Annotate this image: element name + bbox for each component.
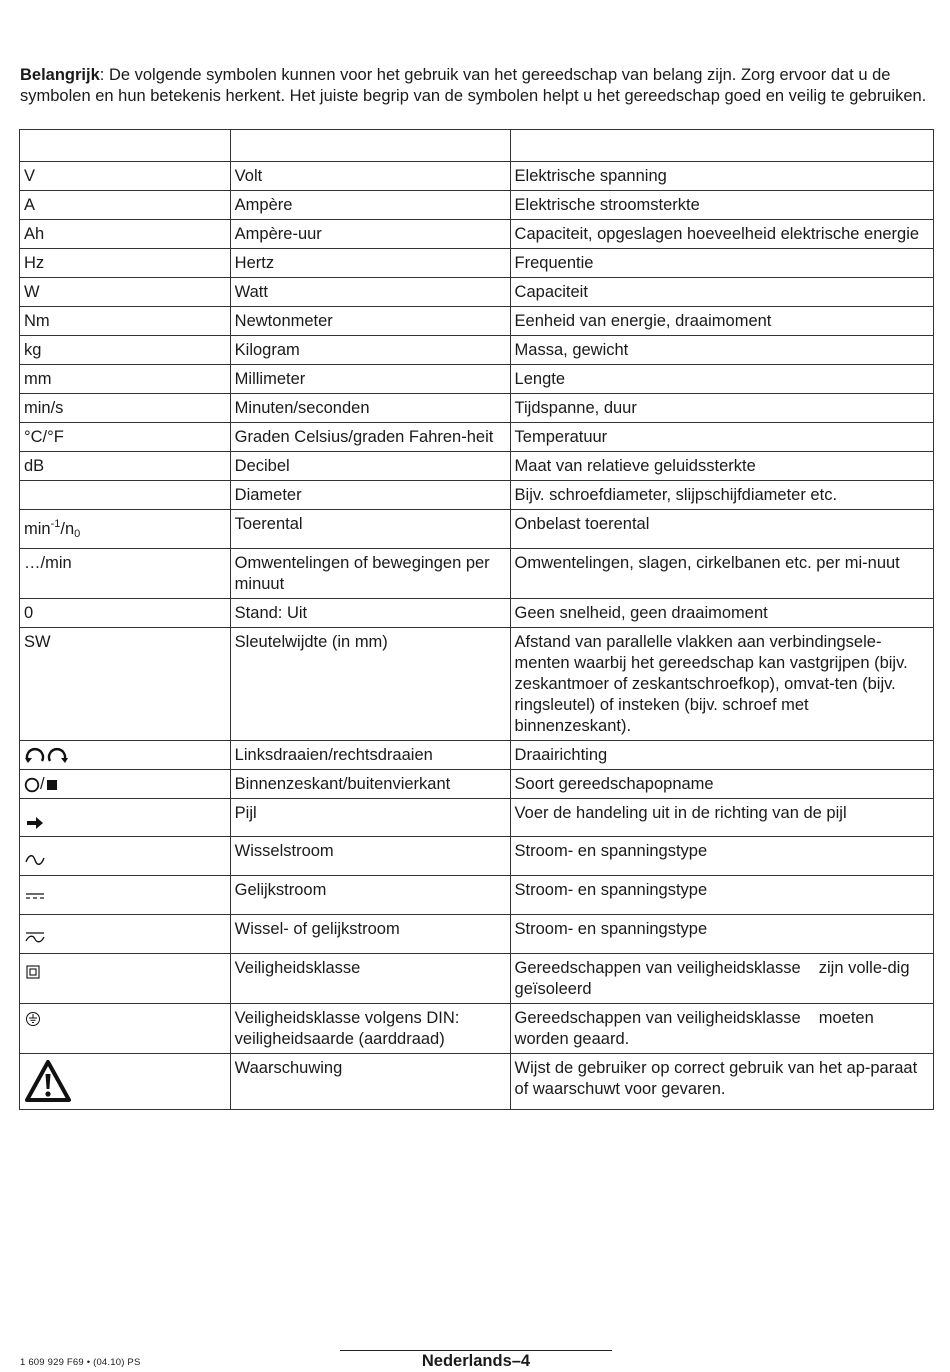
hex-icon (24, 777, 40, 793)
warning-triangle-icon (24, 1058, 72, 1104)
symbol-mid: /n (60, 520, 75, 538)
meaning-cell (510, 954, 933, 1004)
meaning-cell: Draairichting (510, 741, 933, 770)
name-cell: Ampère (230, 191, 510, 220)
table-row (20, 628, 934, 741)
symbol-subscript: 0 (74, 528, 81, 540)
meaning-cell: Elektrische stroomsterkte (510, 191, 933, 220)
table-row (20, 741, 934, 770)
table-row (20, 423, 934, 452)
symbol-cell (20, 481, 231, 510)
symbol-cell: °C/°F (20, 423, 231, 452)
meaning-part-b: moeten worden geaard. (514, 1009, 874, 1048)
symbol-cell (20, 915, 231, 954)
name-cell: Diameter (230, 481, 510, 510)
name-cell: Toerental (230, 510, 510, 549)
ac-icon (24, 841, 46, 871)
meaning-part-b: zijn volle-dig geïsoleerd (514, 959, 910, 998)
name-cell: Hertz (230, 249, 510, 278)
table-row (20, 481, 934, 510)
name-cell: Veiligheidsklasse volgens DIN: veiligheidsaarde (aarddraad) (230, 1004, 510, 1054)
table-row (20, 307, 934, 336)
symbol-cell (20, 1004, 231, 1054)
meaning-cell: Massa, gewicht (510, 336, 933, 365)
symbol-cell (20, 770, 231, 799)
meaning-cell: Lengte (510, 365, 933, 394)
meaning-cell: Voer de handeling uit in de richting van de pijl (510, 799, 933, 837)
name-cell: Graden Celsius/graden Fahren-heit (230, 423, 510, 452)
table-row (20, 799, 934, 837)
symbol-cell: V (20, 162, 231, 191)
table-row (20, 278, 934, 307)
table-row (20, 837, 934, 876)
symbol-slash: / (40, 775, 45, 793)
name-cell: Veiligheidsklasse (230, 954, 510, 1004)
document-code: 1 609 929 F69 • (04.10) PS (20, 1357, 141, 1368)
symbol-cell: SW (20, 628, 231, 741)
symbol-cell (20, 837, 231, 876)
name-cell: Binnenzeskant/buitenvierkant (230, 770, 510, 799)
meaning-part-a: Gereedschappen van veiligheidsklasse (514, 1009, 801, 1027)
table-row (20, 452, 934, 481)
meaning-cell: Elektrische spanning (510, 162, 933, 191)
symbol-cell: dB (20, 452, 231, 481)
table-header-row (20, 130, 934, 162)
symbol-cell (20, 1054, 231, 1110)
header-cell (230, 130, 510, 162)
symbol-cell: A (20, 191, 231, 220)
table-row (20, 876, 934, 915)
table-row (20, 599, 934, 628)
symbol-cell: Hz (20, 249, 231, 278)
name-cell: Millimeter (230, 365, 510, 394)
meaning-cell: Temperatuur (510, 423, 933, 452)
double-square-icon (24, 958, 42, 982)
name-cell: Wisselstroom (230, 837, 510, 876)
table-row (20, 1054, 934, 1110)
meaning-cell: Soort gereedschapopname (510, 770, 933, 799)
table-row (20, 220, 934, 249)
meaning-cell: Onbelast toerental (510, 510, 933, 549)
ac-dc-icon (24, 919, 46, 949)
table-row (20, 549, 934, 599)
table-row (20, 162, 934, 191)
meaning-cell: Capaciteit (510, 278, 933, 307)
name-cell: Minuten/seconden (230, 394, 510, 423)
meaning-cell: Stroom- en spanningstype (510, 876, 933, 915)
meaning-cell: Eenheid van energie, draaimoment (510, 307, 933, 336)
table-row (20, 954, 934, 1004)
symbol-cell: Ah (20, 220, 231, 249)
table-row (20, 365, 934, 394)
symbol-cell: W (20, 278, 231, 307)
name-cell: Pijl (230, 799, 510, 837)
symbol-cell (20, 741, 231, 770)
name-cell: Gelijkstroom (230, 876, 510, 915)
meaning-cell (510, 1004, 933, 1054)
table-row (20, 336, 934, 365)
name-cell: Wissel- of gelijkstroom (230, 915, 510, 954)
symbol-cell: …/min (20, 549, 231, 599)
meaning-cell: Afstand van parallelle vlakken aan verbindingsele-menten waarbij het gereedschap kan vastgrijpen (bijv. zeskantmoer of zeskantschroefkop), omvat-ten (bijv. ringsleutel) of insteken (bijv. schroef met binnenzeskant). (510, 628, 933, 741)
name-cell: Linksdraaien/rechtsdraaien (230, 741, 510, 770)
meaning-cell: Bijv. schroefdiameter, slijpschijfdiameter etc. (510, 481, 933, 510)
symbol-main: min (24, 520, 51, 538)
name-cell: Watt (230, 278, 510, 307)
header-cell (20, 130, 231, 162)
meaning-cell: Maat van relatieve geluidssterkte (510, 452, 933, 481)
table-row (20, 249, 934, 278)
symbol-cell: Nm (20, 307, 231, 336)
intro-paragraph (20, 65, 935, 108)
earth-icon (24, 1010, 42, 1028)
table-row (20, 394, 934, 423)
meaning-cell: Omwentelingen, slagen, cirkelbanen etc. per mi-nuut (510, 549, 933, 599)
square-icon (45, 778, 59, 792)
meaning-cell: Tijdspanne, duur (510, 394, 933, 423)
meaning-cell: Geen snelheid, geen draaimoment (510, 599, 933, 628)
intro-text: : De volgende symbolen kunnen voor het gebruik van het gereedschap van belang zijn. Zorg ervoor dat u de symbolen en hun betekenis herkent. Het juiste begrip van de symbolen helpt u het gereedschap goed en veilig te gebruiken. (20, 65, 927, 105)
table-row (20, 510, 934, 549)
name-cell: Stand: Uit (230, 599, 510, 628)
dc-icon (24, 880, 46, 910)
name-cell: Decibel (230, 452, 510, 481)
table-row (20, 915, 934, 954)
name-cell: Omwentelingen of bewegingen per minuut (230, 549, 510, 599)
meaning-cell: Frequentie (510, 249, 933, 278)
symbol-cell (20, 954, 231, 1004)
symbol-cell: 0 (20, 599, 231, 628)
name-cell: Sleutelwijdte (in mm) (230, 628, 510, 741)
table-row (20, 770, 934, 799)
symbol-cell: mm (20, 365, 231, 394)
symbol-cell (20, 876, 231, 915)
symbol-cell: min/s (20, 394, 231, 423)
name-cell: Ampère-uur (230, 220, 510, 249)
footer-divider (340, 1350, 612, 1351)
meaning-cell: Capaciteit, opgeslagen hoeveelheid elektrische energie (510, 220, 933, 249)
arrow-right-icon (24, 803, 46, 833)
rotation-icon (24, 747, 70, 765)
symbol-cell: kg (20, 336, 231, 365)
meaning-cell: Stroom- en spanningstype (510, 837, 933, 876)
symbol-superscript: -1 (50, 518, 61, 530)
symbol-cell (20, 799, 231, 837)
intro-lead: Belangrijk (20, 65, 100, 84)
header-cell (510, 130, 933, 162)
meaning-part-a: Gereedschappen van veiligheidsklasse (514, 959, 801, 977)
name-cell: Volt (230, 162, 510, 191)
meaning-cell: Stroom- en spanningstype (510, 915, 933, 954)
table-row (20, 191, 934, 220)
symbol-table (19, 129, 934, 1110)
page-number: Nederlands–4 (421, 1352, 531, 1370)
meaning-cell: Wijst de gebruiker op correct gebruik van het ap-paraat of waarschuwt voor gevaren. (510, 1054, 933, 1110)
symbol-cell (20, 510, 231, 549)
name-cell: Kilogram (230, 336, 510, 365)
name-cell: Newtonmeter (230, 307, 510, 336)
name-cell: Waarschuwing (230, 1054, 510, 1110)
table-row (20, 1004, 934, 1054)
